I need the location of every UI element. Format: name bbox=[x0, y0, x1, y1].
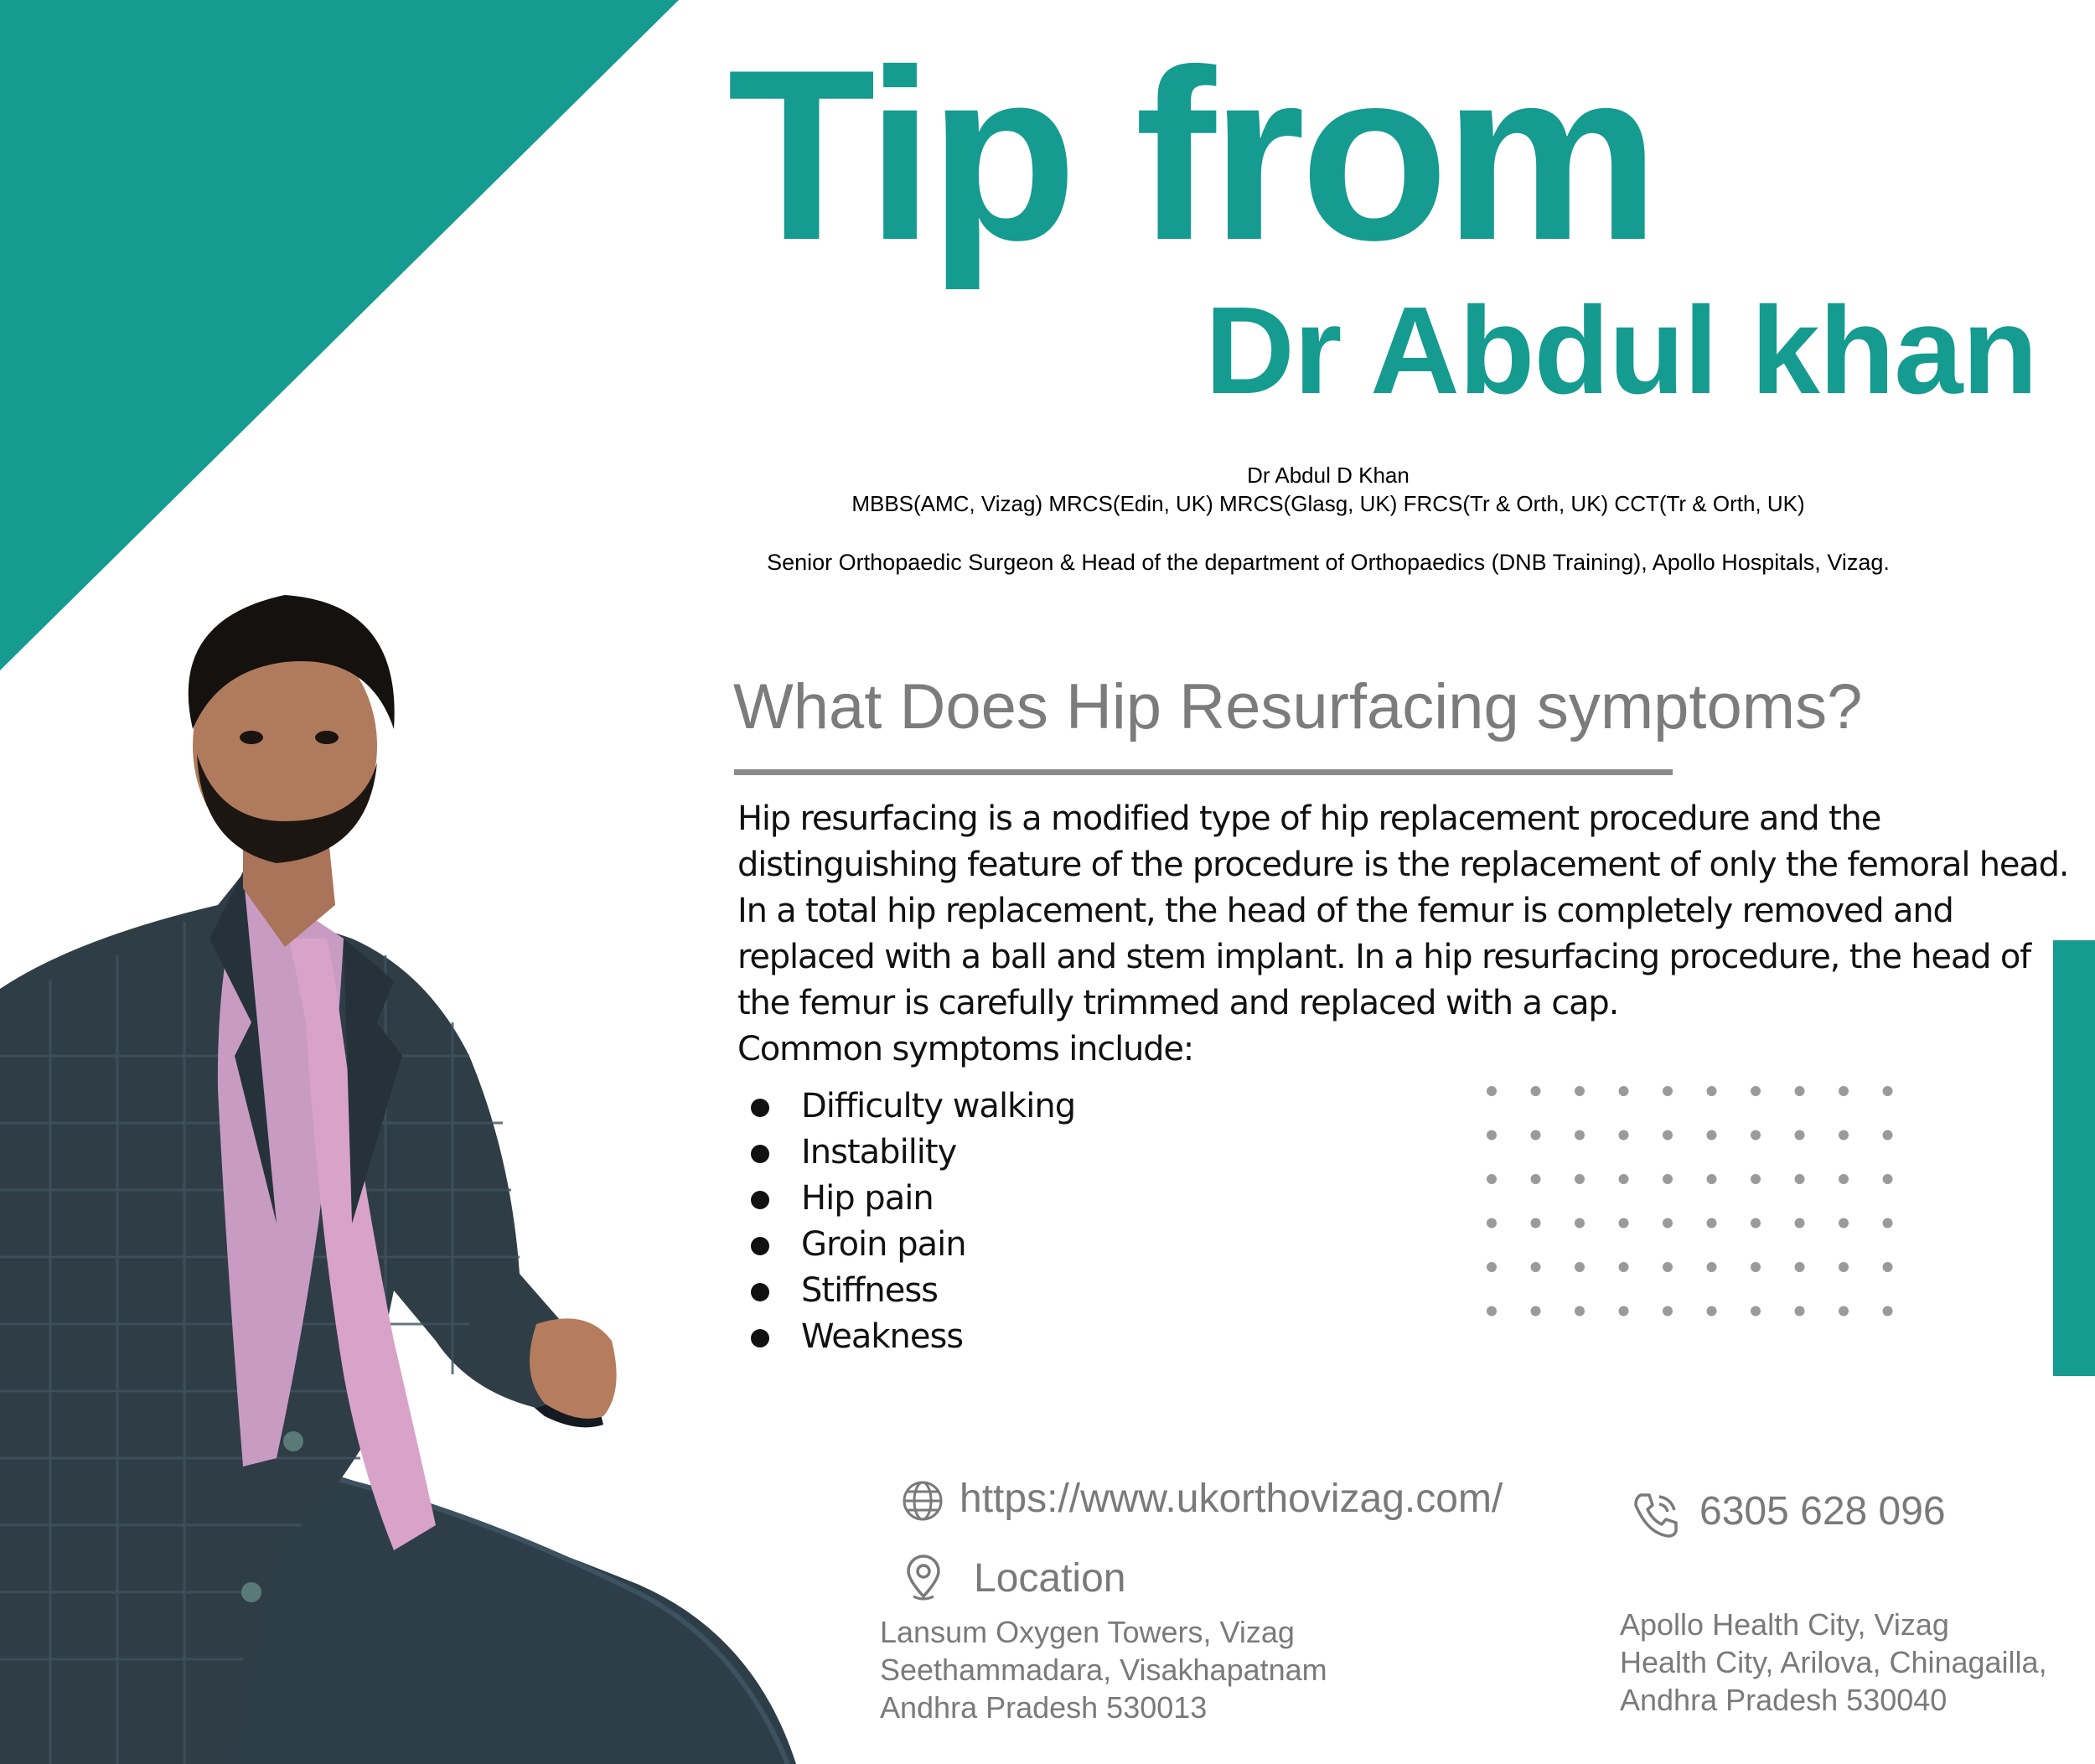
phone-icon bbox=[1631, 1490, 1681, 1540]
dot bbox=[1883, 1130, 1893, 1141]
dot bbox=[1795, 1174, 1805, 1184]
dot bbox=[1795, 1306, 1805, 1317]
dot bbox=[1619, 1262, 1629, 1272]
article-line: Common symptoms include: bbox=[737, 1030, 1194, 1068]
dot bbox=[1619, 1218, 1629, 1229]
symptom-label: Stiffness bbox=[801, 1271, 938, 1310]
article-line: In a total hip replacement, the head of the femur is completely removed and bbox=[737, 892, 1953, 930]
dot bbox=[1575, 1218, 1585, 1229]
dot bbox=[1883, 1262, 1893, 1272]
dot bbox=[1531, 1086, 1541, 1096]
dot bbox=[1487, 1174, 1497, 1184]
dot bbox=[1531, 1218, 1541, 1229]
address-line: Apollo Health City, Vizag bbox=[1620, 1607, 1949, 1642]
dot bbox=[1751, 1086, 1761, 1096]
dot bbox=[1619, 1130, 1629, 1141]
dot bbox=[1575, 1130, 1585, 1141]
phone-number[interactable]: 6305 628 096 bbox=[1699, 1489, 1946, 1534]
map-pin-icon bbox=[903, 1554, 944, 1601]
dot bbox=[1663, 1086, 1673, 1096]
dot bbox=[1707, 1174, 1717, 1184]
dot bbox=[1795, 1218, 1805, 1229]
dot bbox=[1531, 1306, 1541, 1317]
dot bbox=[1707, 1130, 1717, 1141]
corner-triangle-decoration bbox=[0, 0, 679, 670]
dot bbox=[1751, 1174, 1761, 1184]
article-line: replaced with a ball and stem implant. In a hip resurfacing procedure, the head of bbox=[737, 938, 2030, 976]
dot bbox=[1487, 1218, 1497, 1229]
article-body bbox=[737, 796, 2078, 1073]
dot bbox=[1619, 1086, 1629, 1096]
dot bbox=[1707, 1218, 1717, 1229]
address-block-1 bbox=[880, 1613, 1327, 1726]
location-label: Location bbox=[974, 1556, 1126, 1601]
dot bbox=[1795, 1130, 1805, 1141]
dot bbox=[1707, 1306, 1717, 1317]
dot bbox=[1707, 1262, 1717, 1272]
dot bbox=[1575, 1306, 1585, 1317]
article-line: Hip resurfacing is a modified type of hip replacement procedure and the bbox=[737, 799, 1881, 838]
dot bbox=[1531, 1174, 1541, 1184]
dot bbox=[1487, 1306, 1497, 1317]
credential-role: Senior Orthopaedic Surgeon & Head of the department of Orthopaedics (DNB Training), Apollo Hospitals, Vizag. bbox=[767, 550, 1890, 575]
dot bbox=[1575, 1262, 1585, 1272]
dot bbox=[1795, 1262, 1805, 1272]
website-link[interactable]: https://www.ukorthovizag.com/ bbox=[960, 1477, 1503, 1521]
dot bbox=[1575, 1086, 1585, 1096]
dot bbox=[1487, 1086, 1497, 1096]
dot bbox=[1619, 1306, 1629, 1317]
credential-qualifications: MBBS(AMC, Vizag) MRCS(Edin, UK) MRCS(Glasg, UK) FRCS(Tr & Orth, UK) CCT(Tr & Orth, UK) bbox=[851, 491, 1805, 516]
dot bbox=[1839, 1218, 1849, 1229]
dot bbox=[1663, 1174, 1673, 1184]
headline-title: Tip from bbox=[727, 19, 1655, 291]
dot bbox=[1663, 1218, 1673, 1229]
symptom-label: Weakness bbox=[801, 1317, 964, 1356]
heading-underline bbox=[734, 769, 1673, 775]
dot bbox=[1751, 1262, 1761, 1272]
dot bbox=[1707, 1086, 1717, 1096]
dot bbox=[1663, 1306, 1673, 1317]
dot bbox=[1883, 1086, 1893, 1096]
dot-grid-decoration bbox=[1475, 1081, 1919, 1332]
dot bbox=[1883, 1306, 1893, 1317]
dot bbox=[1751, 1130, 1761, 1141]
dot bbox=[1487, 1130, 1497, 1141]
dot bbox=[1883, 1174, 1893, 1184]
address-block-2 bbox=[1620, 1606, 2047, 1719]
dot bbox=[1839, 1174, 1849, 1184]
dot bbox=[1619, 1174, 1629, 1184]
symptom-label: Hip pain bbox=[801, 1179, 934, 1218]
dot bbox=[1751, 1306, 1761, 1317]
dot bbox=[1795, 1086, 1805, 1096]
address-line: Seethammadara, Visakhapatnam bbox=[880, 1653, 1327, 1687]
address-line: Andhra Pradesh 530040 bbox=[1620, 1683, 1948, 1717]
address-line: Andhra Pradesh 530013 bbox=[880, 1690, 1208, 1725]
section-heading: What Does Hip Resurfacing symptoms? bbox=[733, 671, 1863, 742]
dot bbox=[1751, 1218, 1761, 1229]
dot bbox=[1663, 1130, 1673, 1141]
article-line: distinguishing feature of the procedure is the replacement of only the femoral head. bbox=[737, 846, 2069, 884]
address-line: Lansum Oxygen Towers, Vizag bbox=[880, 1615, 1295, 1649]
globe-icon bbox=[901, 1479, 944, 1523]
dot bbox=[1839, 1086, 1849, 1096]
dot bbox=[1839, 1130, 1849, 1141]
dot bbox=[1839, 1306, 1849, 1317]
dot bbox=[1575, 1174, 1585, 1184]
article-line: the femur is carefully trimmed and replaced with a cap. bbox=[737, 984, 1619, 1022]
dot bbox=[1663, 1262, 1673, 1272]
dot bbox=[1883, 1218, 1893, 1229]
doctor-photo bbox=[0, 587, 804, 1764]
dot bbox=[1839, 1262, 1849, 1272]
address-line: Health City, Arilova, Chinagailla, bbox=[1620, 1645, 2047, 1679]
symptom-label: Groin pain bbox=[801, 1225, 966, 1264]
dot bbox=[1487, 1262, 1497, 1272]
symptom-label: Instability bbox=[801, 1133, 957, 1172]
dot bbox=[1531, 1130, 1541, 1141]
dot bbox=[1531, 1262, 1541, 1272]
doctor-name-title: Dr Abdul khan bbox=[1205, 282, 2037, 420]
credential-name: Dr Abdul D Khan bbox=[1247, 463, 1410, 488]
symptom-label: Difficulty walking bbox=[801, 1087, 1076, 1125]
